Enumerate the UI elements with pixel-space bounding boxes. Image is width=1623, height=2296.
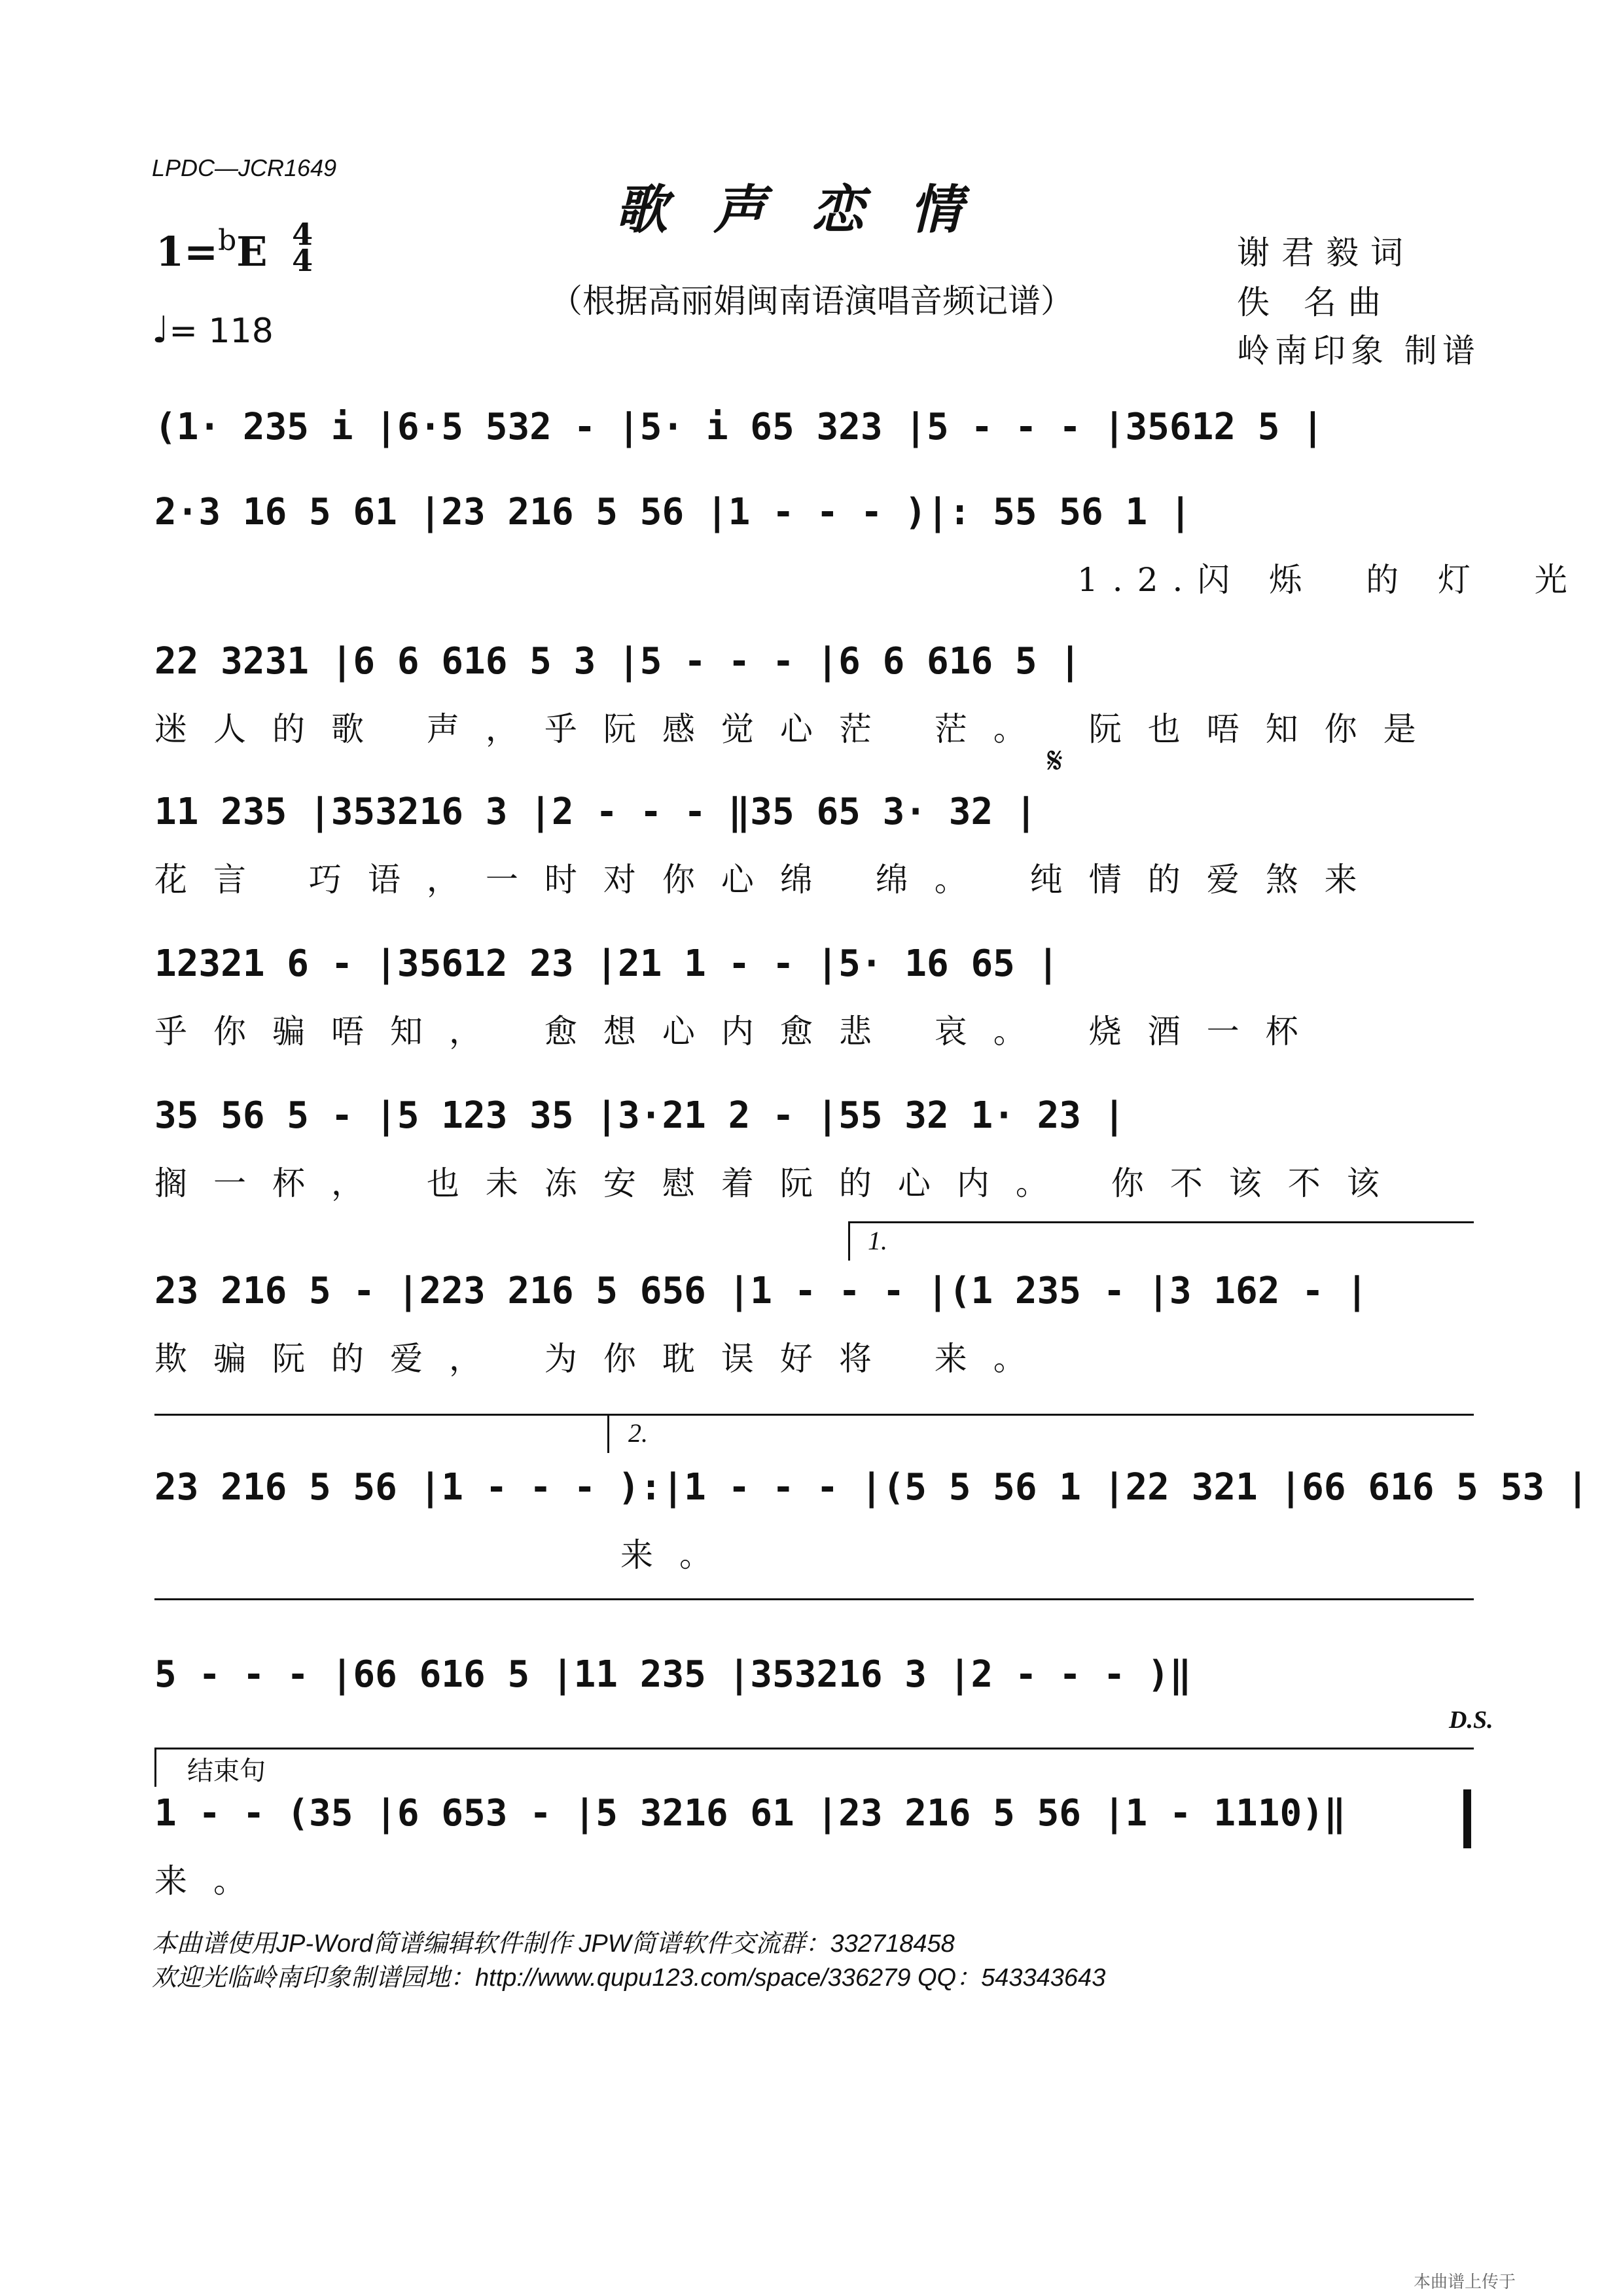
score-row-7	[154, 1270, 1474, 1378]
footer-software-note: 本曲谱使用JP-Word简谱编辑软件制作 JPW简谱软件交流群：332718458	[152, 1930, 955, 1958]
volta-1-label: 1.	[868, 1226, 887, 1255]
score-row-10	[154, 1792, 1474, 1900]
ds-marking: D.S.	[1449, 1706, 1493, 1734]
lyrics: 乎你骗唔知， 愈想心内愈悲 哀。 烧酒一杯	[154, 1013, 1325, 1050]
notation: 5 - - - |66 616 5 |11 235 |353216 3 |2 - - - )‖	[154, 1653, 1192, 1696]
time-top: 4	[292, 217, 313, 252]
quarter-note-icon: ♩	[152, 309, 169, 351]
footer-website-note: 欢迎光临岭南印象制谱园地：http://www.qupu123.com/space/336279 QQ：543343643	[152, 1964, 1106, 1992]
notation: 22 3231 |6 6 616 5 3 |5 - - - |6 6 616 5 |	[154, 640, 1082, 683]
score-row-5	[154, 942, 1474, 1050]
score-row-6	[154, 1094, 1474, 1202]
ending-label: 结束句	[187, 1756, 266, 1786]
ending-bracket	[154, 1748, 1474, 1749]
tempo-value: = 118	[169, 312, 274, 351]
score-subtitle: （根据高丽娟闽南语演唱音频记谱）	[550, 282, 1073, 320]
notation: (1· 235 i |6·5 532 - |5· i 65 323 |5 - - - |35612 5 |	[154, 406, 1324, 448]
volta-1-tick	[848, 1221, 850, 1261]
score-row-3	[154, 640, 1474, 748]
lyrics: 来。	[154, 1862, 272, 1900]
notation: 23 216 5 - |223 216 5 656 |1 - - - |(1 235 - |3 162 - |	[154, 1270, 1368, 1312]
composer-credit: 佚 名曲	[1237, 283, 1393, 321]
score-row-9	[154, 1653, 1474, 1758]
volta-2-label: 2.	[628, 1418, 648, 1448]
score-row-8	[154, 1466, 1589, 1574]
score-code: LPDC—JCR1649	[152, 154, 337, 181]
time-signature	[292, 217, 313, 278]
lyrics: 搁一杯， 也未冻安慰着阮的心内。 你不该不该	[154, 1164, 1406, 1202]
notation: 11 235 |353216 3 |2 - - - ‖35 65 3· 32 |	[154, 791, 1037, 833]
lyricist-credit: 谢君毅词	[1237, 234, 1415, 272]
notation: 35 56 5 - |5 123 35 |3·21 2 - |55 32 1· 23 |	[154, 1094, 1126, 1137]
key-note: E	[236, 228, 268, 276]
score-row-2	[154, 491, 1582, 599]
key-signature	[156, 217, 313, 278]
lyrics: 1.2.闪 烁 的 灯 光	[1077, 561, 1582, 599]
volta-2-bracket	[154, 1414, 1474, 1416]
volta-2-tick	[607, 1414, 609, 1453]
lyrics: 来。	[620, 1536, 738, 1574]
lyrics: 花言 巧语，一时对你心绵 绵。 纯情的爱煞来	[154, 861, 1383, 899]
repeat-bracket	[154, 1598, 1474, 1600]
notation: 2·3 16 5 61 |23 216 5 56 |1 - - - )|: 55 56 1 |	[154, 491, 1192, 533]
notation: 12321 6 - |35612 23 |21 1 - - |5· 16 65 |	[154, 942, 1060, 985]
tempo-marking	[152, 309, 274, 351]
score-title: 歌声恋情	[615, 179, 1008, 240]
segno-sign: 𝄋	[1047, 740, 1063, 782]
final-barline	[1463, 1789, 1471, 1848]
time-bottom: 4	[292, 243, 313, 278]
flat-symbol: b	[218, 224, 237, 257]
volta-1-bracket	[848, 1221, 1474, 1223]
watermark: 本曲谱上传于	[1414, 2272, 1516, 2292]
score-row-4	[154, 791, 1474, 899]
arranger-credit: 岭南印象 制谱	[1237, 332, 1480, 370]
lyrics: 迷人的歌 声，乎阮感觉心茫 茫。 阮也唔知你是	[154, 710, 1442, 748]
notation: 1 - - (35 |6 653 - |5 3216 61 |23 216 5 56 |1 - 1110)‖	[154, 1792, 1346, 1835]
notation: 23 216 5 56 |1 - - - ):|1 - - - |(5 5 56 1 |22 321 |66 616 5 53 |	[154, 1466, 1589, 1509]
lyrics: 欺骗阮的爱， 为你耽误好将 来。	[154, 1340, 1052, 1378]
ending-tick	[154, 1748, 156, 1787]
key-do: 1=	[156, 228, 219, 276]
